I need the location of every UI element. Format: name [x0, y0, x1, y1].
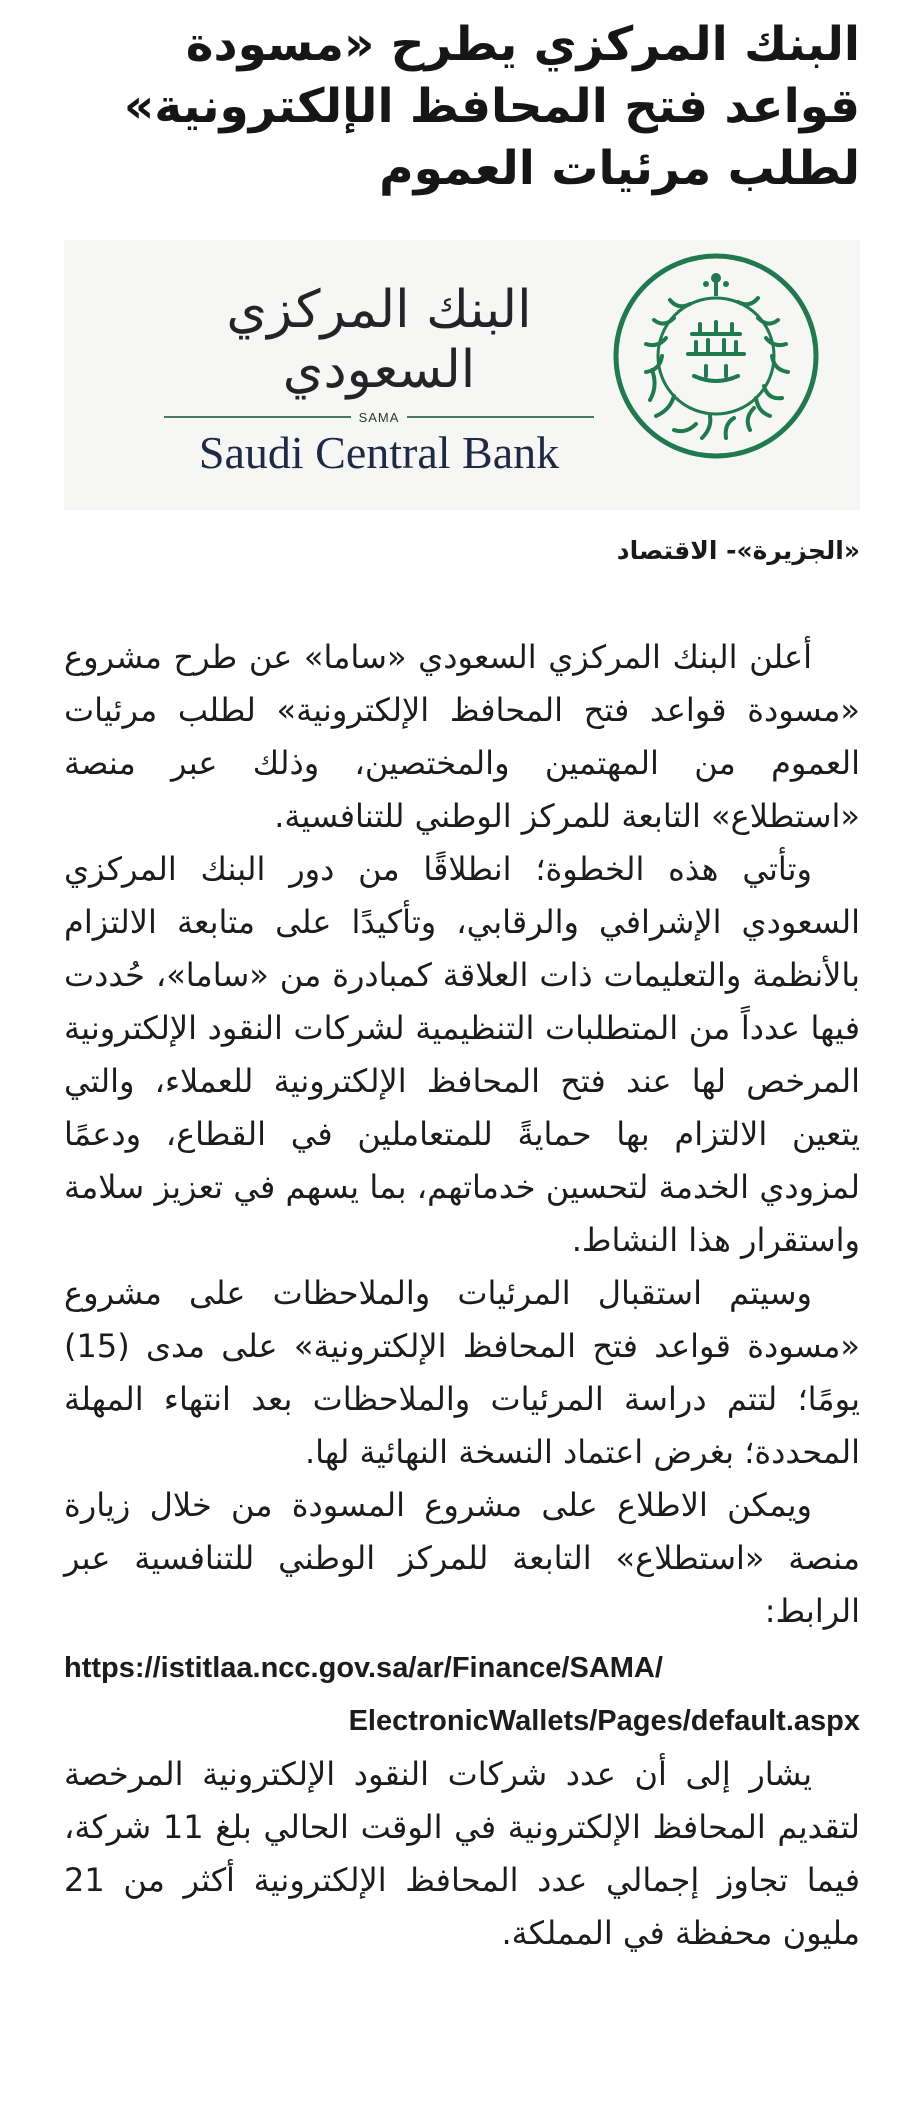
sama-logo-banner	[64, 240, 860, 510]
sama-wordmark	[164, 280, 594, 478]
logo-rule-left	[164, 416, 351, 418]
article-body	[64, 631, 860, 1960]
article-headline: البنك المركزي يطرح «مسودة قواعد فتح المحافظ الإلكترونية» لطلب مرئيات العموم	[123, 17, 860, 196]
logo-rule	[164, 408, 594, 426]
paragraph: أعلن البنك المركزي السعودي «ساما» عن طرح مشروع «مسودة قواعد فتح المحافظ الإلكترونية» لطلب مرئيات العموم من المهتمين والمختصين، وذلك عبر منصة «استطلاع» التابعة للمركز الوطني للتنافسية.	[64, 638, 860, 835]
logo-arabic-name: البنك المركزي السعودي	[226, 280, 532, 400]
logo-english-name: Saudi Central Bank	[198, 427, 560, 478]
url-line-1[interactable]: https://istitlaa.ncc.gov.sa/ar/Finance/SAMA/	[64, 1652, 663, 1684]
closing-paragraph: يشار إلى أن عدد شركات النقود الإلكترونية المرخصة لتقديم المحافظ الإلكترونية في الوقت الحالي بلغ 11 شركة، فيما تجاوز إجمالي عدد المحافظ الإلكترونية أكثر من 21 مليون محفظة في المملكة.	[64, 1755, 860, 1952]
logo-rule-right	[407, 416, 594, 418]
paragraph: ويمكن الاطلاع على مشروع المسودة من خلال زيارة منصة «استطلاع» التابعة للمركز الوطني للتنافسية عبر الرابط:	[64, 1486, 860, 1630]
paragraph: وسيتم استقبال المرئيات والملاحظات على مشروع «مسودة قواعد فتح المحافظ الإلكترونية» على مدى (15) يومًا؛ لتتم دراسة المرئيات والملاحظات بعد انتهاء المهلة المحددة؛ بغرض اعتماد النسخة النهائية لها.	[64, 1274, 860, 1471]
istitlaa-link[interactable]	[64, 1642, 860, 1748]
logo-acronym: SAMA	[358, 409, 400, 425]
article-byline: «الجزيرة»- الاقتصاد	[616, 536, 860, 565]
sama-seal-icon	[610, 250, 822, 462]
paragraph: وتأتي هذه الخطوة؛ انطلاقًا من دور البنك المركزي السعودي الإشرافي والرقابي، وتأكيدًا على متابعة الالتزام بالأنظمة والتعليمات ذات العلاقة كمبادرة من «ساما»، حُددت فيها عدداً من المتطلبات التنظيمية لشركات النقود الإلكترونية المرخص لها عند فتح المحافظ الإلكترونية للعملاء، والتي يتعين الالتزام بها حمايةً للمتعاملين في القطاع، ودعمًا لمزودي الخدمة لتحسين خدماتهم، بما يسهم في تعزيز سلامة واستقرار هذا النشاط.	[64, 850, 860, 1259]
url-line-2[interactable]: ElectronicWallets/Pages/default.aspx	[348, 1705, 860, 1737]
